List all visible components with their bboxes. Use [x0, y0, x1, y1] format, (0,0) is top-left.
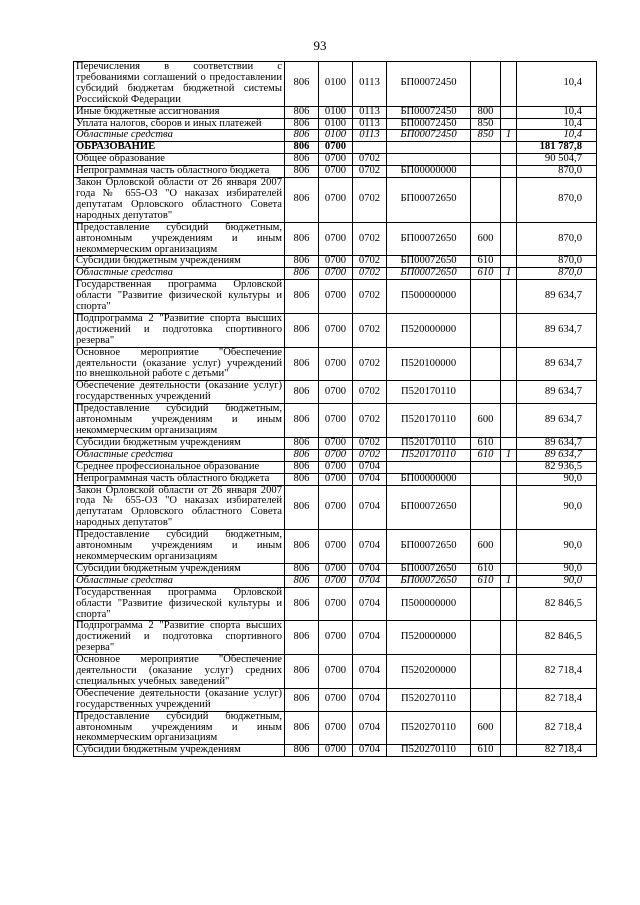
row-name-cell: Закон Орловской области от 26 января 2007 года № 655-ОЗ "О наказах избирателей депутатам Орловского областного Совета народных депутатов" — [74, 178, 285, 223]
code-vr-cell — [471, 347, 501, 381]
amount-cell: 89 634,7 — [517, 449, 597, 461]
code-src-cell — [501, 178, 517, 223]
code-pr-cell: 0704 — [353, 655, 387, 689]
code-pr-cell: 0702 — [353, 280, 387, 314]
code-src-cell — [501, 404, 517, 438]
row-name-cell: Подпрограмма 2 "Развитие спорта высших достижений и подготовка спортивного резерва" — [74, 621, 285, 655]
table-row — [74, 118, 597, 130]
row-name-cell: Подпрограмма 2 "Развитие спорта высших достижений и подготовка спортивного резерва" — [74, 313, 285, 347]
code-vr-cell: 600 — [471, 222, 501, 256]
table-row — [74, 655, 597, 689]
code-vr-cell — [471, 655, 501, 689]
code-ved-cell: 806 — [285, 711, 319, 745]
code-src-cell — [501, 563, 517, 575]
code-pr-cell: 0702 — [353, 268, 387, 280]
row-name-cell: Закон Орловской области от 26 января 2007 года № 655-ОЗ "О наказах избирателей депутатам Орловского областного Совета народных депутатов" — [74, 485, 285, 530]
row-name-cell: Областные средства — [74, 130, 285, 142]
table-row — [74, 130, 597, 142]
code-src-cell — [501, 280, 517, 314]
amount-cell: 82 718,4 — [517, 711, 597, 745]
code-rz-cell: 0700 — [319, 347, 353, 381]
code-ved-cell: 806 — [285, 142, 319, 154]
row-name-cell: Уплата налогов, сборов и иных платежей — [74, 118, 285, 130]
code-rz-cell: 0100 — [319, 130, 353, 142]
code-ved-cell: 806 — [285, 280, 319, 314]
code-cs-cell: П520270110 — [387, 745, 471, 757]
code-cs-cell: П520000000 — [387, 621, 471, 655]
code-rz-cell: 0700 — [319, 256, 353, 268]
code-pr-cell: 0704 — [353, 575, 387, 587]
table-row — [74, 268, 597, 280]
code-vr-cell — [471, 154, 501, 166]
code-cs-cell: П520170110 — [387, 449, 471, 461]
amount-cell: 89 634,7 — [517, 347, 597, 381]
row-name-cell: Областные средства — [74, 575, 285, 587]
code-ved-cell: 806 — [285, 62, 319, 107]
code-ved-cell: 806 — [285, 575, 319, 587]
row-name-cell: Областные средства — [74, 449, 285, 461]
code-cs-cell: БП00072650 — [387, 178, 471, 223]
table-row — [74, 530, 597, 564]
code-cs-cell: БП00072450 — [387, 62, 471, 107]
code-rz-cell: 0700 — [319, 621, 353, 655]
code-cs-cell: БП00072450 — [387, 106, 471, 118]
code-rz-cell: 0700 — [319, 313, 353, 347]
code-vr-cell — [471, 280, 501, 314]
table-row — [74, 688, 597, 711]
code-pr-cell: 0702 — [353, 154, 387, 166]
table-row — [74, 154, 597, 166]
row-name-cell: Областные средства — [74, 268, 285, 280]
amount-cell: 10,4 — [517, 118, 597, 130]
code-rz-cell: 0700 — [319, 142, 353, 154]
code-cs-cell — [387, 154, 471, 166]
code-vr-cell: 610 — [471, 575, 501, 587]
amount-cell: 870,0 — [517, 222, 597, 256]
code-vr-cell: 610 — [471, 268, 501, 280]
code-pr-cell: 0702 — [353, 449, 387, 461]
code-src-cell — [501, 711, 517, 745]
code-ved-cell: 806 — [285, 178, 319, 223]
code-pr-cell: 0702 — [353, 404, 387, 438]
code-rz-cell: 0700 — [319, 461, 353, 473]
amount-cell: 90 504,7 — [517, 154, 597, 166]
row-name-cell: Предоставление субсидий бюджетным, автономным учреждениям и иным некоммерческим организациям — [74, 711, 285, 745]
code-cs-cell: БП00000000 — [387, 166, 471, 178]
amount-cell: 89 634,7 — [517, 381, 597, 404]
table-body — [74, 62, 597, 757]
code-ved-cell: 806 — [285, 166, 319, 178]
code-cs-cell: БП00072650 — [387, 268, 471, 280]
code-pr-cell: 0113 — [353, 62, 387, 107]
row-name-cell: Основное мероприятие "Обеспечение деятельности (оказание услуг) средних специальных учебных заведений" — [74, 655, 285, 689]
row-name-cell: Обеспечение деятельности (оказание услуг) государственных учреждений — [74, 381, 285, 404]
amount-cell: 181 787,8 — [517, 142, 597, 154]
code-vr-cell: 800 — [471, 106, 501, 118]
table-row — [74, 178, 597, 223]
table-row — [74, 142, 597, 154]
code-cs-cell: П520100000 — [387, 347, 471, 381]
code-cs-cell: БП00072650 — [387, 530, 471, 564]
code-ved-cell: 806 — [285, 621, 319, 655]
code-ved-cell: 806 — [285, 130, 319, 142]
code-ved-cell: 806 — [285, 655, 319, 689]
code-ved-cell: 806 — [285, 381, 319, 404]
code-ved-cell: 806 — [285, 106, 319, 118]
code-ved-cell: 806 — [285, 688, 319, 711]
code-rz-cell: 0700 — [319, 711, 353, 745]
code-cs-cell: П520170110 — [387, 381, 471, 404]
code-rz-cell: 0700 — [319, 381, 353, 404]
code-cs-cell: П520270110 — [387, 711, 471, 745]
code-pr-cell: 0704 — [353, 688, 387, 711]
table-row — [74, 437, 597, 449]
code-src-cell — [501, 62, 517, 107]
code-vr-cell — [471, 142, 501, 154]
code-pr-cell: 0704 — [353, 563, 387, 575]
row-name-cell: ОБРАЗОВАНИЕ — [74, 142, 285, 154]
table-row — [74, 62, 597, 107]
amount-cell: 82 846,5 — [517, 587, 597, 621]
code-vr-cell: 600 — [471, 711, 501, 745]
row-name-cell: Основное мероприятие "Обеспечение деятельности (оказание услуг) учреждений по внешкольной работе с детьми" — [74, 347, 285, 381]
table-row — [74, 575, 597, 587]
code-ved-cell: 806 — [285, 347, 319, 381]
code-cs-cell — [387, 461, 471, 473]
table-row — [74, 473, 597, 485]
table-row — [74, 461, 597, 473]
code-pr-cell: 0702 — [353, 437, 387, 449]
code-vr-cell: 600 — [471, 530, 501, 564]
code-vr-cell — [471, 461, 501, 473]
code-src-cell — [501, 222, 517, 256]
code-ved-cell: 806 — [285, 461, 319, 473]
code-rz-cell: 0700 — [319, 404, 353, 438]
code-pr-cell: 0702 — [353, 222, 387, 256]
code-rz-cell: 0700 — [319, 222, 353, 256]
code-src-cell — [501, 118, 517, 130]
code-rz-cell: 0700 — [319, 473, 353, 485]
code-src-cell — [501, 530, 517, 564]
amount-cell: 10,4 — [517, 130, 597, 142]
code-src-cell: 1 — [501, 575, 517, 587]
code-cs-cell: БП00072650 — [387, 563, 471, 575]
table-row — [74, 745, 597, 757]
code-src-cell — [501, 381, 517, 404]
amount-cell: 89 634,7 — [517, 280, 597, 314]
code-src-cell — [501, 688, 517, 711]
row-name-cell: Государственная программа Орловской области "Развитие физической культуры и спорта" — [74, 587, 285, 621]
code-ved-cell: 806 — [285, 745, 319, 757]
code-ved-cell: 806 — [285, 473, 319, 485]
row-name-cell: Субсидии бюджетным учреждениям — [74, 563, 285, 575]
code-src-cell: 1 — [501, 449, 517, 461]
amount-cell: 82 846,5 — [517, 621, 597, 655]
code-cs-cell: БП00072650 — [387, 256, 471, 268]
row-name-cell: Предоставление субсидий бюджетным, автономным учреждениям и иным некоммерческим организациям — [74, 530, 285, 564]
amount-cell: 870,0 — [517, 256, 597, 268]
code-rz-cell: 0700 — [319, 154, 353, 166]
amount-cell: 82 936,5 — [517, 461, 597, 473]
code-src-cell — [501, 313, 517, 347]
code-vr-cell: 610 — [471, 745, 501, 757]
code-ved-cell: 806 — [285, 437, 319, 449]
row-name-cell: Общее образование — [74, 154, 285, 166]
amount-cell: 82 718,4 — [517, 745, 597, 757]
row-name-cell: Субсидии бюджетным учреждениям — [74, 437, 285, 449]
code-vr-cell — [471, 485, 501, 530]
code-ved-cell: 806 — [285, 587, 319, 621]
code-rz-cell: 0700 — [319, 178, 353, 223]
code-src-cell — [501, 106, 517, 118]
amount-cell: 90,0 — [517, 530, 597, 564]
code-ved-cell: 806 — [285, 268, 319, 280]
code-vr-cell: 850 — [471, 130, 501, 142]
amount-cell: 870,0 — [517, 166, 597, 178]
code-src-cell — [501, 473, 517, 485]
row-name-cell: Непрограммная часть областного бюджета — [74, 166, 285, 178]
code-pr-cell: 0704 — [353, 711, 387, 745]
code-cs-cell: П520270110 — [387, 688, 471, 711]
code-vr-cell: 600 — [471, 404, 501, 438]
code-cs-cell: П500000000 — [387, 587, 471, 621]
code-rz-cell: 0700 — [319, 530, 353, 564]
code-vr-cell — [471, 178, 501, 223]
row-name-cell: Обеспечение деятельности (оказание услуг) государственных учреждений — [74, 688, 285, 711]
table-row — [74, 711, 597, 745]
code-ved-cell: 806 — [285, 118, 319, 130]
code-cs-cell: БП00072450 — [387, 130, 471, 142]
amount-cell: 90,0 — [517, 575, 597, 587]
code-cs-cell: БП00072650 — [387, 485, 471, 530]
code-pr-cell: 0702 — [353, 166, 387, 178]
code-ved-cell: 806 — [285, 485, 319, 530]
code-ved-cell: 806 — [285, 404, 319, 438]
code-vr-cell: 610 — [471, 563, 501, 575]
code-pr-cell: 0113 — [353, 106, 387, 118]
budget-table — [73, 61, 597, 757]
code-vr-cell — [471, 166, 501, 178]
code-vr-cell: 610 — [471, 449, 501, 461]
code-pr-cell: 0704 — [353, 485, 387, 530]
code-rz-cell: 0100 — [319, 106, 353, 118]
row-name-cell: Субсидии бюджетным учреждениям — [74, 745, 285, 757]
code-vr-cell: 610 — [471, 437, 501, 449]
code-pr-cell: 0704 — [353, 621, 387, 655]
code-ved-cell: 806 — [285, 313, 319, 347]
code-pr-cell: 0704 — [353, 587, 387, 621]
code-rz-cell: 0700 — [319, 688, 353, 711]
code-ved-cell: 806 — [285, 256, 319, 268]
code-vr-cell — [471, 381, 501, 404]
amount-cell: 870,0 — [517, 268, 597, 280]
code-cs-cell: БП00072650 — [387, 575, 471, 587]
amount-cell: 89 634,7 — [517, 313, 597, 347]
table-row — [74, 166, 597, 178]
table-row — [74, 347, 597, 381]
code-rz-cell: 0700 — [319, 268, 353, 280]
code-src-cell: 1 — [501, 130, 517, 142]
code-pr-cell: 0702 — [353, 313, 387, 347]
code-rz-cell: 0700 — [319, 280, 353, 314]
code-src-cell — [501, 166, 517, 178]
code-rz-cell: 0700 — [319, 563, 353, 575]
code-pr-cell: 0113 — [353, 130, 387, 142]
amount-cell: 10,4 — [517, 62, 597, 107]
code-ved-cell: 806 — [285, 563, 319, 575]
code-cs-cell: БП00072650 — [387, 222, 471, 256]
code-rz-cell: 0700 — [319, 437, 353, 449]
code-pr-cell: 0702 — [353, 256, 387, 268]
code-ved-cell: 806 — [285, 222, 319, 256]
code-cs-cell: П520170110 — [387, 404, 471, 438]
row-name-cell: Субсидии бюджетным учреждениям — [74, 256, 285, 268]
row-name-cell: Предоставление субсидий бюджетным, автономным учреждениям и иным некоммерческим организациям — [74, 404, 285, 438]
table-row — [74, 485, 597, 530]
code-pr-cell: 0702 — [353, 178, 387, 223]
code-pr-cell: 0113 — [353, 118, 387, 130]
code-pr-cell: 0704 — [353, 745, 387, 757]
page-number: 93 — [313, 38, 327, 53]
row-name-cell: Непрограммная часть областного бюджета — [74, 473, 285, 485]
amount-cell: 89 634,7 — [517, 437, 597, 449]
code-cs-cell: БП00072450 — [387, 118, 471, 130]
code-vr-cell — [471, 473, 501, 485]
table-row — [74, 381, 597, 404]
code-vr-cell — [471, 62, 501, 107]
code-src-cell — [501, 437, 517, 449]
code-src-cell — [501, 621, 517, 655]
table-row — [74, 587, 597, 621]
table-row — [74, 563, 597, 575]
code-cs-cell: П520200000 — [387, 655, 471, 689]
code-ved-cell: 806 — [285, 530, 319, 564]
code-src-cell — [501, 142, 517, 154]
amount-cell: 90,0 — [517, 473, 597, 485]
code-pr-cell — [353, 142, 387, 154]
amount-cell: 90,0 — [517, 563, 597, 575]
table-row — [74, 313, 597, 347]
amount-cell: 89 634,7 — [517, 404, 597, 438]
code-rz-cell: 0700 — [319, 655, 353, 689]
code-src-cell — [501, 154, 517, 166]
code-vr-cell: 610 — [471, 256, 501, 268]
code-vr-cell — [471, 313, 501, 347]
table-row — [74, 621, 597, 655]
code-vr-cell — [471, 621, 501, 655]
row-name-cell: Среднее профессиональное образование — [74, 461, 285, 473]
code-src-cell — [501, 745, 517, 757]
code-vr-cell — [471, 688, 501, 711]
code-cs-cell — [387, 142, 471, 154]
row-name-cell: Предоставление субсидий бюджетным, автономным учреждениям и иным некоммерческим организациям — [74, 222, 285, 256]
code-cs-cell: П500000000 — [387, 280, 471, 314]
table-row — [74, 404, 597, 438]
code-src-cell — [501, 587, 517, 621]
code-pr-cell: 0702 — [353, 347, 387, 381]
code-src-cell: 1 — [501, 268, 517, 280]
code-cs-cell: БП00000000 — [387, 473, 471, 485]
table-row — [74, 106, 597, 118]
code-pr-cell: 0704 — [353, 461, 387, 473]
code-rz-cell: 0700 — [319, 166, 353, 178]
code-ved-cell: 806 — [285, 449, 319, 461]
table-row — [74, 449, 597, 461]
code-src-cell — [501, 347, 517, 381]
code-src-cell — [501, 256, 517, 268]
code-vr-cell — [471, 587, 501, 621]
row-name-cell: Государственная программа Орловской области "Развитие физической культуры и спорта" — [74, 280, 285, 314]
amount-cell: 82 718,4 — [517, 688, 597, 711]
amount-cell: 82 718,4 — [517, 655, 597, 689]
code-rz-cell: 0700 — [319, 575, 353, 587]
code-src-cell — [501, 655, 517, 689]
code-rz-cell: 0100 — [319, 62, 353, 107]
table-row — [74, 256, 597, 268]
code-rz-cell: 0100 — [319, 118, 353, 130]
code-src-cell — [501, 485, 517, 530]
code-rz-cell: 0700 — [319, 485, 353, 530]
code-src-cell — [501, 461, 517, 473]
code-rz-cell: 0700 — [319, 587, 353, 621]
code-cs-cell: П520000000 — [387, 313, 471, 347]
code-pr-cell: 0702 — [353, 381, 387, 404]
code-rz-cell: 0700 — [319, 449, 353, 461]
code-rz-cell: 0700 — [319, 745, 353, 757]
table-row — [74, 280, 597, 314]
amount-cell: 870,0 — [517, 178, 597, 223]
code-vr-cell: 850 — [471, 118, 501, 130]
code-cs-cell: П520170110 — [387, 437, 471, 449]
table-row — [74, 222, 597, 256]
row-name-cell: Иные бюджетные ассигнования — [74, 106, 285, 118]
code-pr-cell: 0704 — [353, 473, 387, 485]
code-ved-cell: 806 — [285, 154, 319, 166]
row-name-cell: Перечисления в соответствии с требованиями соглашений о предоставлении субсидий бюджетам бюджетной системы Российской Федерации — [74, 62, 285, 107]
code-pr-cell: 0704 — [353, 530, 387, 564]
amount-cell: 10,4 — [517, 106, 597, 118]
amount-cell: 90,0 — [517, 485, 597, 530]
